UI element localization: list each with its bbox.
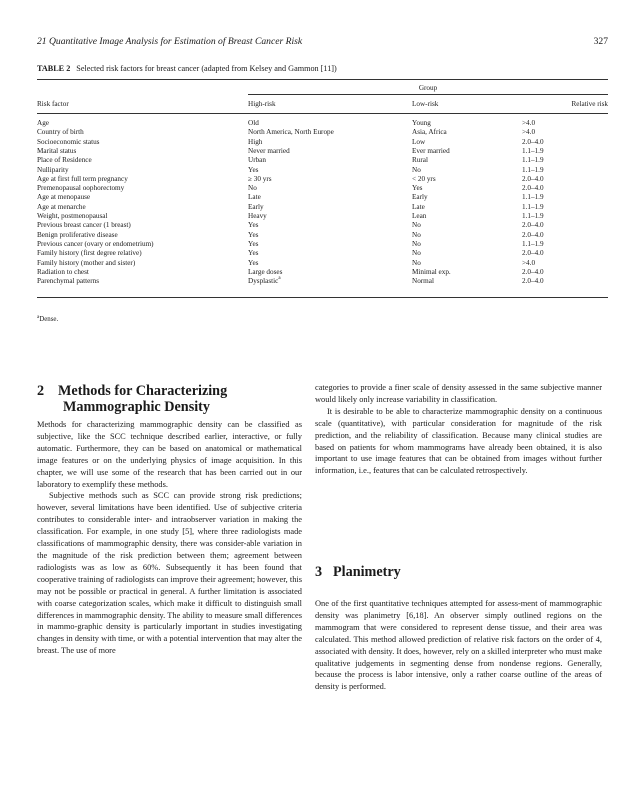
relative-risk-cell: >4.0 xyxy=(522,128,536,137)
relative-risk-cell: 1.1–1.9 xyxy=(522,165,544,174)
paragraph: categories to provide a finer scale of density assessed in the same subjective manner would likely only increase variability in classification. xyxy=(315,383,602,404)
paragraph: Subjective methods such as SCC can provide strong risk predictions; however, several limitations have been identified. Use of subjective criteria contributes to considerable inter- and intraobserver variation in making the classification. For example, in one study [5], where three radiologists made classifications of mammographic density, there was consider-able variation in the magnitude of the risk prediction between them; agreement between radiologists was as low as 60%. Subsequently it has been found that cooperative training of radiologists can improve their agreement; however, this may not be possible or practical in general. A further limitation is associated with coarse categorization scales, which make it difficult to distinguish small differences in mammographic density. The ability to measure small differences in mammo-graphic density is particularly important in studies investigating changes in density with time, or with a potential intervention that may alter the breast. The use of more xyxy=(37,491,302,656)
section-3-body xyxy=(315,598,602,693)
low-risk-cell: No xyxy=(412,221,421,230)
risk-factor-cell: Nulliparity xyxy=(37,165,69,174)
high-risk-cell-text: Dysplastic xyxy=(248,277,279,286)
low-risk-cell: No xyxy=(412,165,421,174)
low-risk-cell: Lean xyxy=(412,212,427,220)
footnote-text: Dense. xyxy=(39,316,59,323)
relative-risk-cell: 1.1–1.9 xyxy=(522,202,544,211)
section-2-title-line1: 2 Methods for Characterizing xyxy=(37,383,228,399)
risk-factor-cell: Socioeconomic status xyxy=(37,137,100,146)
low-risk-cell: No xyxy=(412,239,421,248)
relative-risk-cell: 2.0–4.0 xyxy=(522,221,544,230)
risk-factor-cell: Previous breast cancer (1 breast) xyxy=(37,221,131,230)
risk-factor-cell: Place of Residence xyxy=(37,156,92,165)
section-3-heading xyxy=(315,564,401,580)
low-risk-cell: Minimal exp. xyxy=(412,267,451,276)
relative-risk-cell: 1.1–1.9 xyxy=(522,156,544,165)
risk-factor-cell: Marital status xyxy=(37,146,77,155)
relative-risk-cell: 2.0–4.0 xyxy=(522,230,544,239)
left-column xyxy=(37,419,302,657)
high-risk-cell: Late xyxy=(248,193,261,202)
high-risk-cell: High xyxy=(248,137,263,146)
relative-risk-cell: 1.1–1.9 xyxy=(522,239,544,248)
section-2-number: 2 xyxy=(37,383,45,399)
paragraph: It is desirable to be able to characterize mammographic density on a continuous scale (quantitative), with particular consideration for magnitude of the risk prediction, and the reliability of classification. Because many clinical studies are based on patients for whom mammograms have already been obtained, it is also important to use image features that can be obtained from images without further information, i.e., features that can be calculated retrospectively. xyxy=(315,406,602,476)
column-header-high-risk: High-risk xyxy=(248,100,276,108)
low-risk-cell: Low xyxy=(412,137,426,146)
paragraph: One of the first quantitative techniques attempted for assess-ment of mammographic density was planimetry [6,18]. An observer simply outlined regions on the mammogram that were considered to represent dense tissue, and their area was calculated. This method allowed prediction of relative risk factors on the order of 4, associated with density. It does, however, rely on a skilled interpreter who must make qualitative judgements in segmenting dense from nondense regions. Generally, because the process is labor intensive, only a rather coarse outline of the areas of density is performed. xyxy=(315,599,602,692)
low-risk-cell: Ever married xyxy=(412,146,450,155)
high-risk-cell: Yes xyxy=(248,249,259,258)
relative-risk-cell: >4.0 xyxy=(522,258,536,267)
high-risk-cell: Large doses xyxy=(248,267,283,276)
header-rule xyxy=(37,113,608,114)
high-risk-cell xyxy=(248,277,281,285)
low-risk-cell: Rural xyxy=(412,156,428,165)
right-column xyxy=(315,382,602,477)
high-risk-cell: Never married xyxy=(248,146,290,155)
risk-factor-cell: Benign proliferative disease xyxy=(37,230,118,239)
table-label: TABLE 2 xyxy=(37,64,71,73)
relative-risk-cell: >4.0 xyxy=(522,119,536,127)
risk-factor-cell: Age at menarche xyxy=(37,202,86,211)
section-3-number: 3 xyxy=(315,564,323,580)
table-row xyxy=(0,277,644,287)
high-risk-cell: Urban xyxy=(248,156,266,165)
relative-risk-cell: 2.0–4.0 xyxy=(522,277,544,286)
risk-factor-cell: Family history (first degree relative) xyxy=(37,249,142,258)
section-2-heading xyxy=(37,383,302,415)
relative-risk-cell: 1.1–1.9 xyxy=(522,212,544,220)
group-rule xyxy=(248,94,608,95)
high-risk-cell: ≥ 30 yrs xyxy=(248,174,272,183)
low-risk-cell: Late xyxy=(412,202,425,211)
high-risk-cell: Yes xyxy=(248,221,259,230)
relative-risk-cell: 1.1–1.9 xyxy=(522,193,544,202)
high-risk-cell: Early xyxy=(248,202,264,211)
low-risk-cell: Young xyxy=(412,119,431,127)
relative-risk-cell: 1.1–1.9 xyxy=(522,146,544,155)
risk-factor-cell: Radiation to chest xyxy=(37,267,89,276)
high-risk-cell: Yes xyxy=(248,239,259,248)
section-3-title: 3 Planimetry xyxy=(315,564,401,580)
footnote-marker: a xyxy=(37,315,40,320)
high-risk-cell: Heavy xyxy=(248,212,267,220)
high-risk-cell: North America, North Europe xyxy=(248,128,334,137)
relative-risk-cell: 2.0–4.0 xyxy=(522,184,544,193)
relative-risk-cell: 2.0–4.0 xyxy=(522,137,544,146)
table-bottom-rule xyxy=(37,297,608,298)
footnote-marker: a xyxy=(278,276,281,282)
high-risk-cell: Yes xyxy=(248,165,259,174)
relative-risk-cell: 2.0–4.0 xyxy=(522,249,544,258)
low-risk-cell: No xyxy=(412,249,421,258)
table-caption-text: Selected risk factors for breast cancer (adapted from Kelsey and Gammon [11]) xyxy=(76,64,337,73)
low-risk-cell: No xyxy=(412,230,421,239)
relative-risk-cell: 2.0–4.0 xyxy=(522,174,544,183)
risk-factor-cell: Previous cancer (ovary or endometrium) xyxy=(37,239,154,248)
high-risk-cell: Yes xyxy=(248,258,259,267)
table-caption xyxy=(37,64,337,73)
risk-factor-cell: Family history (mother and sister) xyxy=(37,258,136,267)
risk-factor-cell: Age xyxy=(37,119,49,127)
low-risk-cell: Yes xyxy=(412,184,423,193)
risk-factor-cell: Parenchymal patterns xyxy=(37,277,100,286)
paragraph: Methods for characterizing mammographic density can be classified as subjective, like the SCC technique described earlier, interactive, or fully automatic. Furthermore, they can be based on anatomical or mathematical image features or on the underlying physics of image acquisition. In this chapter, we will use some of the research that has been carried out in our laboratory to exemplify these methods. xyxy=(37,420,302,489)
table-footnote xyxy=(37,316,58,323)
low-risk-cell: Normal xyxy=(412,277,434,286)
risk-factor-cell: Weight, postmenopausal xyxy=(37,212,108,220)
high-risk-cell: Yes xyxy=(248,230,259,239)
chapter-title: 21 Quantitative Image Analysis for Estimation of Breast Cancer Risk xyxy=(37,36,303,47)
table-top-rule xyxy=(37,79,608,80)
page-number: 327 xyxy=(593,36,608,47)
column-header-low-risk: Low-risk xyxy=(412,100,439,108)
column-header-relative-risk: Relative risk xyxy=(571,100,608,108)
risk-factor-cell: Age at menopause xyxy=(37,193,91,202)
risk-factor-cell: Premenopausal oophorectomy xyxy=(37,184,125,193)
risk-factor-cell: Age at first full term pregnancy xyxy=(37,174,128,183)
low-risk-cell: Early xyxy=(412,193,428,202)
running-header xyxy=(37,36,608,47)
column-header-risk-factor: Risk factor xyxy=(37,100,69,108)
relative-risk-cell: 2.0–4.0 xyxy=(522,267,544,276)
group-header: Group xyxy=(418,84,438,92)
high-risk-cell: Old xyxy=(248,119,259,127)
section-2-title-line2: Mammographic Density xyxy=(63,399,210,415)
high-risk-cell: No xyxy=(248,184,257,193)
low-risk-cell: No xyxy=(412,258,421,267)
low-risk-cell: < 20 yrs xyxy=(412,174,436,183)
risk-factor-cell: Country of birth xyxy=(37,128,84,137)
low-risk-cell: Asia, Africa xyxy=(412,128,447,137)
